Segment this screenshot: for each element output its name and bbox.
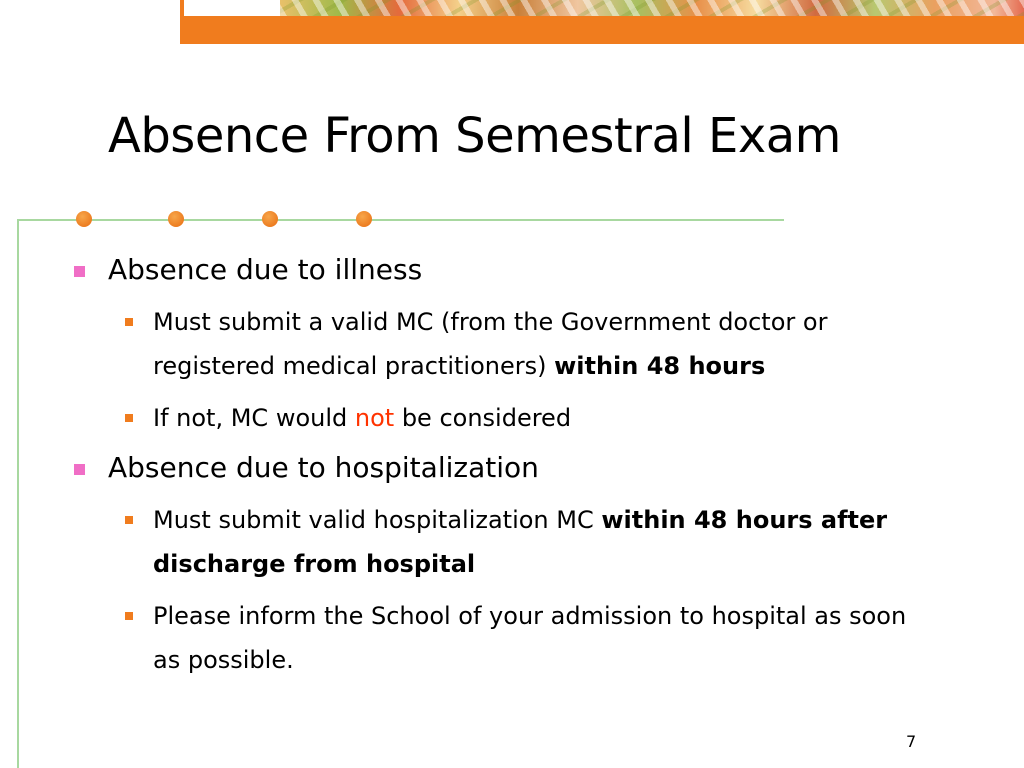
list-item bbox=[115, 396, 933, 440]
bullet-text: Absence due to illness bbox=[108, 253, 423, 286]
square-bullet-icon bbox=[74, 464, 85, 475]
square-bullet-icon bbox=[125, 318, 133, 326]
bullet-text: Must submit a valid MC (from the Government doctor or registered medical practitioners) bbox=[153, 308, 828, 380]
orange-header-bar bbox=[180, 16, 1024, 44]
decorative-banner bbox=[280, 0, 1024, 16]
highlight-text: not bbox=[354, 404, 395, 432]
slide-title: Absence From Semestral Exam bbox=[108, 108, 841, 164]
list-item bbox=[115, 300, 933, 388]
emphasis-text: within 48 hours bbox=[554, 352, 766, 380]
decorative-dot bbox=[356, 211, 372, 227]
square-bullet-icon bbox=[125, 414, 133, 422]
emphasis-text: within 48 hours after discharge from hospital bbox=[153, 506, 888, 578]
decorative-dot bbox=[168, 211, 184, 227]
left-border-line bbox=[17, 219, 19, 768]
square-bullet-icon bbox=[74, 266, 85, 277]
bullet-text: If not, MC would bbox=[153, 404, 355, 432]
bullet-text: Absence due to hospitalization bbox=[108, 451, 539, 484]
square-bullet-icon bbox=[125, 612, 133, 620]
slide-content bbox=[70, 250, 970, 690]
decorative-dot bbox=[76, 211, 92, 227]
list-item bbox=[115, 498, 933, 586]
list-item bbox=[115, 594, 933, 682]
bullet-text: be considered bbox=[394, 404, 572, 432]
bullet-text: Please inform the School of your admission to hospital as soon as possible. bbox=[153, 602, 907, 674]
title-divider-line bbox=[18, 219, 784, 221]
section-heading-illness bbox=[70, 250, 970, 290]
section-heading-hospitalization bbox=[70, 448, 970, 488]
bullet-text: Must submit valid hospitalization MC bbox=[153, 506, 602, 534]
square-bullet-icon bbox=[125, 516, 133, 524]
page-number: 7 bbox=[906, 732, 917, 751]
decorative-dot bbox=[262, 211, 278, 227]
